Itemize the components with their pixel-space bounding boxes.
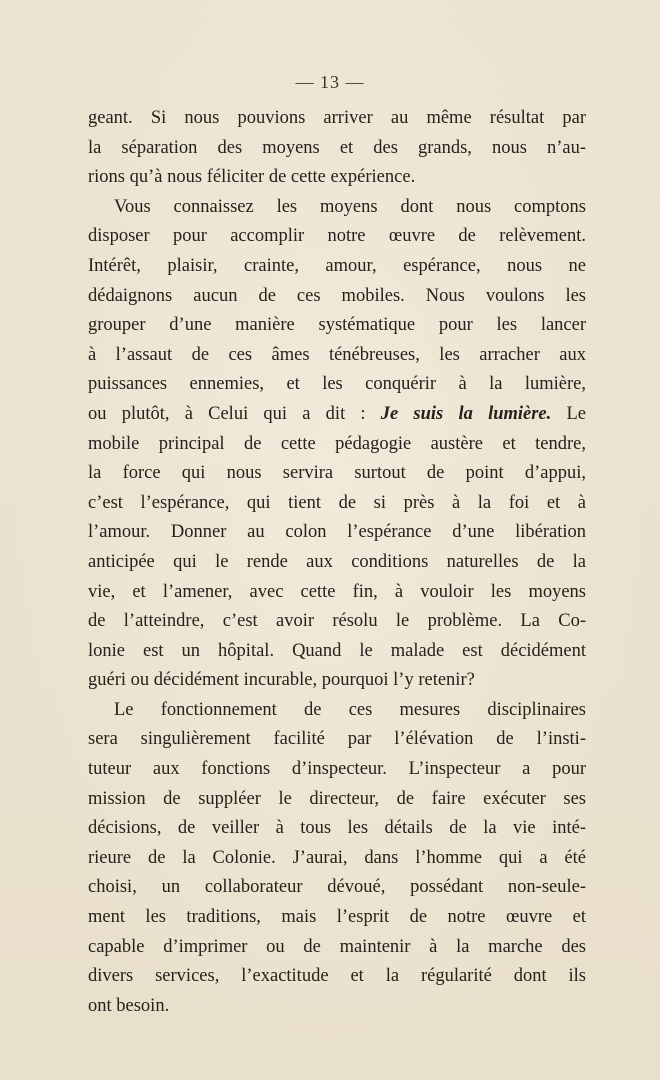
text-line: ont besoin.: [88, 995, 170, 1016]
text-line: Vous connaissez les moyens dont nous comptons: [114, 196, 586, 217]
text-line: de l’atteindre, c’est avoir résolu le problème. La Co-: [88, 611, 586, 632]
text-line: Intérêt, plaisir, crainte, amour, espérance, nous ne: [88, 255, 586, 276]
text-line: anticipée qui le rende aux conditions naturelles de la: [88, 551, 586, 572]
text-line: la séparation des moyens et des grands, nous n’au-: [88, 137, 586, 158]
page-number: — 13 —: [295, 72, 365, 92]
text-line: lonie est un hôpital. Quand le malade est décidément: [88, 640, 586, 661]
text-line: mission de suppléer le directeur, de faire exécuter ses: [88, 788, 586, 809]
text-line: puissances ennemies, et les conquérir à la lumière,: [88, 374, 586, 395]
text-line-segment: ou plutôt, à Celui qui a dit :: [88, 403, 381, 424]
emphasized-quote: Je suis la lumière.: [380, 403, 552, 424]
text-line: rions qu’à nous féliciter de cette expérience.: [88, 167, 416, 188]
text-line-segment: Le: [551, 403, 586, 424]
text-line: décisions, de veiller à tous les détails de la vie inté-: [88, 818, 586, 839]
text-line: Le fonctionnement de ces mesures disciplinaires: [114, 699, 586, 720]
body-text: [88, 104, 586, 1021]
text-line: divers services, l’exactitude et la régularité dont ils: [88, 966, 586, 987]
text-line: ment les traditions, mais l’esprit de notre œuvre et: [88, 907, 586, 928]
text-line: c’est l’espérance, qui tient de si près à la foi et à: [88, 492, 586, 513]
text-line: l’amour. Donner au colon l’espérance d’une libération: [88, 522, 586, 543]
text-line: guéri ou décidément incurable, pourquoi l’y retenir?: [88, 670, 475, 691]
text-line: vie, et l’amener, avec cette fin, à vouloir les moyens: [88, 581, 586, 602]
text-line: geant. Si nous pouvions arriver au même résultat par: [88, 108, 586, 128]
text-line: la force qui nous servira surtout de point d’appui,: [88, 463, 586, 484]
text-line: choisi, un collaborateur dévoué, possédant non-seule-: [88, 877, 586, 898]
text-line: [88, 400, 586, 430]
text-line: disposer pour accomplir notre œuvre de relèvement.: [88, 226, 586, 247]
text-line: capable d’imprimer ou de maintenir à la marche des: [88, 936, 586, 957]
text-line: tuteur aux fonctions d’inspecteur. L’inspecteur a pour: [88, 759, 586, 780]
text-line: à l’assaut de ces âmes ténébreuses, les arracher aux: [88, 344, 586, 365]
text-line: mobile principal de cette pédagogie austère et tendre,: [88, 433, 586, 454]
text-line: dédaignons aucun de ces mobiles. Nous voulons les: [88, 285, 586, 306]
text-line: sera singulièrement facilité par l’élévation de l’insti-: [88, 729, 586, 750]
text-line: grouper d’une manière systématique pour les lancer: [88, 315, 586, 336]
text-line: rieure de la Colonie. J’aurai, dans l’homme qui a été: [88, 847, 586, 868]
